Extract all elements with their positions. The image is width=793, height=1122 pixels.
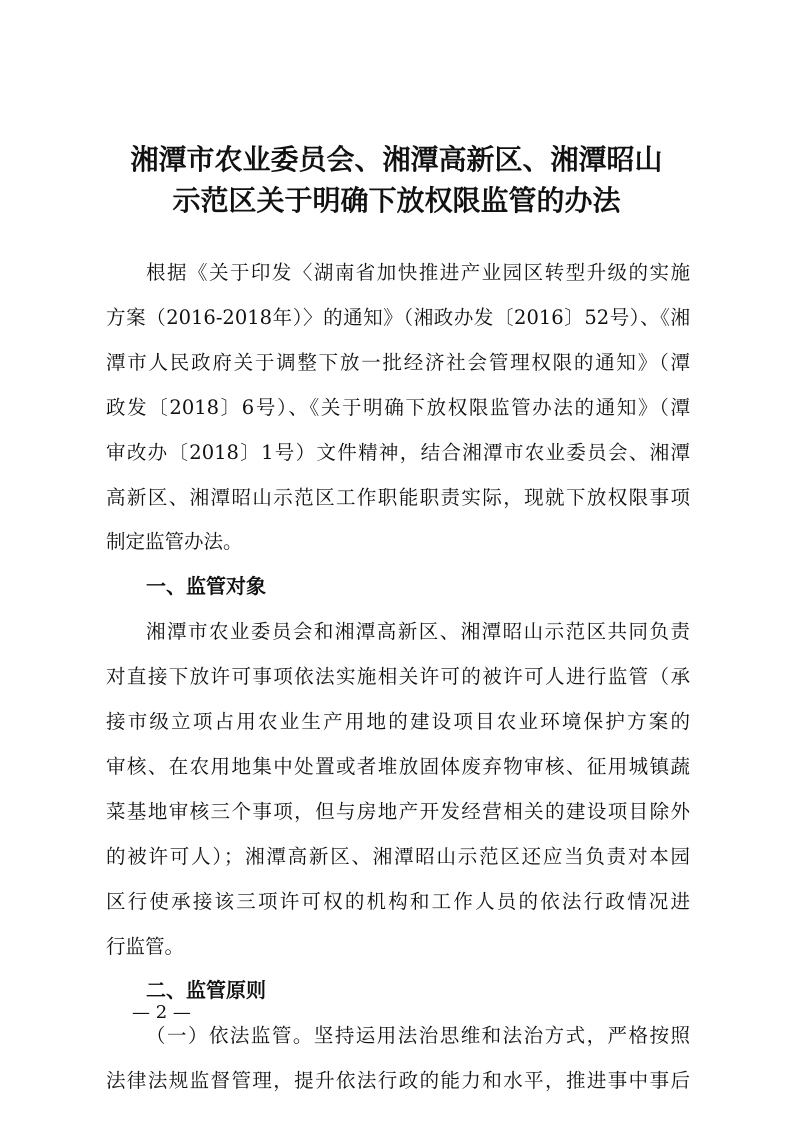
paragraph-line: 根据《关于印发〈湖南省加快推进产业园区转型升级的实施 [146,261,690,284]
paragraph-line: 区行使承接该三项许可权的机构和工作人员的依法行政情况进 [106,889,690,913]
section-heading-supervision-target: 一、监管对象 [146,574,266,599]
paragraph-line: 对直接下放许可事项依法实施相关许可的被许可人进行监管（承 [106,665,690,689]
page-number: — 2 — [132,1002,191,1023]
paragraph-line: 接市级立项占用农业生产用地的建设项目农业环境保护方案的 [106,710,690,733]
paragraph-line: （一）依法监管。坚持运用法治思维和法治方式，严格按照 [146,1024,690,1048]
paragraph-line: 制定监管办法。 [106,530,243,554]
document-title-line-2: 示范区关于明确下放权限监管的办法 [172,184,621,217]
paragraph-line: 湘潭市农业委员会和湘潭高新区、湘潭昭山示范区共同负责 [146,620,690,644]
paragraph-line: 政发〔2018〕6号）、《关于明确下放权限监管办法的通知》（潭 [106,395,690,419]
paragraph-line: 审核、在农用地集中处置或者堆放固体废弃物审核、征用城镇蔬 [106,754,690,778]
paragraph-line: 菜基地审核三个事项，但与房地产开发经营相关的建设项目除外 [106,799,690,823]
paragraph-line: 高新区、湘潭昭山示范区工作职能职责实际，现就下放权限事项 [106,485,690,509]
paragraph-line: 行监管。 [106,934,185,958]
paragraph-line: 审改办〔2018〕1号）文件精神，结合湘潭市农业委员会、湘潭 [106,440,690,464]
section-heading-supervision-principle: 二、监管原则 [146,978,266,1003]
paragraph-line: 的被许可人）；湘潭高新区、湘潭昭山示范区还应当负责对本园 [106,844,690,868]
paragraph-line: 法律法规监督管理，提升依法行政的能力和水平，推进事中事后 [106,1069,690,1093]
paragraph-line: 潭市人民政府关于调整下放一批经济社会管理权限的通知》（潭 [106,350,690,374]
document-title-line-1: 湘潭市农业委员会、湘潭高新区、湘潭昭山 [130,143,663,176]
paragraph-line: 方案（2016-2018年）〉的通知》（湘政办发〔2016〕52号）、《湘 [106,305,690,329]
